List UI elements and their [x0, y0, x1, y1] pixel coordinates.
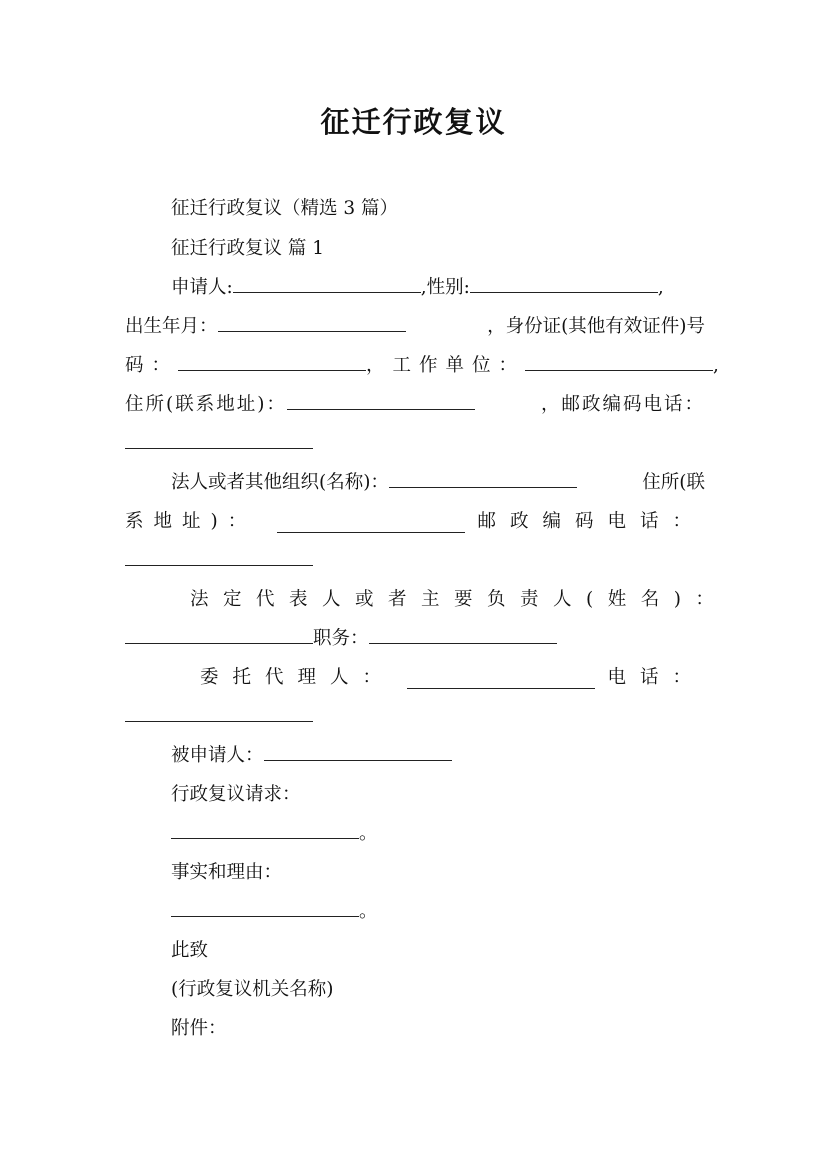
subtitle: 征迁行政复议（精选 3 篇） [171, 198, 399, 219]
period: 。 [359, 823, 378, 844]
code-label: 码： [125, 355, 179, 376]
rep-line: 法定代表人或者主要负责人(姓名)： [190, 589, 729, 610]
agent-label: 委托代理人： [200, 667, 396, 688]
request-blank [171, 818, 359, 839]
section-heading: 征迁行政复议 篇 1 [171, 238, 325, 259]
comma: , [713, 355, 719, 376]
gender-label: ,性别: [420, 277, 470, 298]
facts-line [171, 893, 705, 931]
residence-line [125, 386, 705, 424]
phone-label: 电话： [607, 667, 705, 688]
residence-label: 住所(联系地址)： [125, 394, 287, 415]
request-line [171, 815, 705, 853]
applicant-label: 申请人: [171, 277, 233, 298]
org-phone-blank [125, 545, 313, 566]
respondent-blank [264, 740, 452, 761]
birth-label: 出生年月： [125, 316, 218, 337]
id-label: ，身份证(其他有效证件)号 [487, 316, 705, 337]
legal-org-label: 法人或者其他组织(名称)： [171, 472, 389, 493]
work-label: ，工作单位： [366, 355, 526, 376]
comma: , [657, 277, 664, 298]
agent-phone-line [125, 698, 705, 736]
period: 。 [359, 901, 378, 922]
organ-name: (行政复议机关名称) [171, 979, 334, 1000]
position-label: 职务： [313, 628, 369, 649]
postal-phone-label: ，邮政编码电话： [540, 394, 705, 415]
residence-short: 住所(联 [642, 472, 705, 493]
agent-phone-blank [125, 701, 313, 722]
id-blank [178, 350, 366, 371]
legal-org-line [171, 464, 705, 502]
request-label: 行政复议请求： [171, 784, 301, 805]
facts-label: 事实和理由： [171, 862, 283, 883]
attachments-label: 附件： [171, 1018, 227, 1039]
closing: 此致 [171, 940, 209, 961]
id-line [125, 347, 719, 385]
applicant-line [171, 269, 705, 307]
postal-phone-line [125, 425, 705, 463]
postal-phone-blank [125, 428, 313, 449]
birth-blank [218, 311, 406, 332]
agent-blank [407, 668, 595, 689]
facts-blank [171, 896, 359, 917]
org-address-blank [277, 512, 465, 533]
org-phone-line [125, 542, 705, 580]
applicant-blank [233, 272, 421, 293]
gender-blank [470, 272, 658, 293]
rep-blank [125, 623, 313, 644]
address-label: 系地址)： [125, 511, 257, 532]
rep-name-line [125, 620, 705, 658]
postal-phone-short: 邮政编码电话： [477, 511, 705, 532]
respondent-line [171, 737, 705, 775]
position-blank [369, 623, 557, 644]
legal-org-blank [389, 467, 577, 488]
residence-blank [287, 389, 475, 410]
agent-line [200, 659, 705, 697]
org-address-line [125, 503, 705, 541]
document-title: 征迁行政复议 [320, 105, 507, 139]
work-blank [525, 350, 713, 371]
respondent-label: 被申请人： [171, 745, 264, 766]
birth-line [125, 308, 705, 346]
